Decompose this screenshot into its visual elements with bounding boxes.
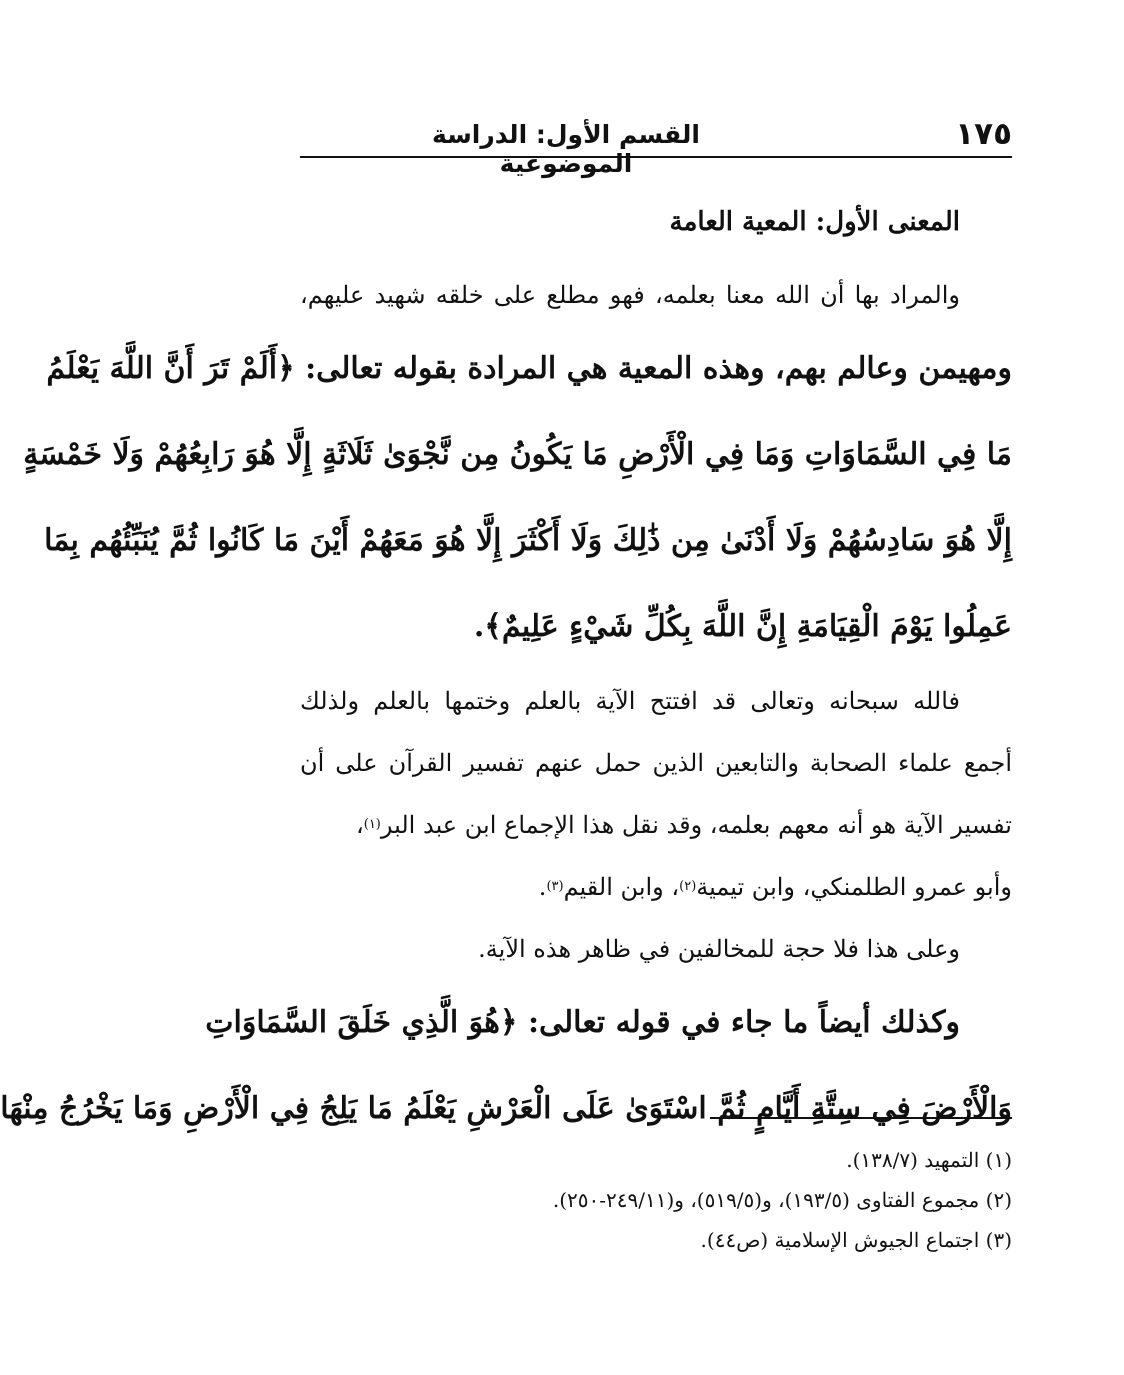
paragraph-line: فالله سبحانه وتعالى قد افتتح الآية بالعلم وختمها بالعلم ولذلك [300,687,960,715]
body-text [0,200,1012,1152]
paragraph-line: ومهيمن وعالم بهم، وهذه المعية هي المرادة بقوله تعالى: ﴿أَلَمْ تَرَ أَنَّ اللَّهَ يَعْلَمُ [46,351,1012,386]
quran-verse-line: مَا فِي السَّمَاوَاتِ وَمَا فِي الْأَرْضِ مَا يَكُونُ مِن نَّجْوَىٰ ثَلَاثَةٍ إِلَّا هُوَ رَابِعُهُمْ وَلَا خَمْسَةٍ [23,437,1012,472]
footnotes [300,1140,1012,1260]
footnote-3: (٣) اجتماع الجيوش الإسلامية (ص٤٤). [700,1228,1012,1252]
footnote-2: (٢) مجموع الفتاوى (١٩٣/٥)، و(٥١٩/٥)، و(٢٤٩/١١-٢٥٠). [552,1188,1012,1212]
footnote-ref-1[interactable]: (١) [363,817,381,832]
footnote-divider [710,1117,1012,1119]
paragraph-line: وكذلك أيضاً ما جاء في قوله تعالى: ﴿هُوَ الَّذِي خَلَقَ السَّمَاوَاتِ [205,1005,960,1040]
quran-verse-line: وَالْأَرْضَ فِي سِتَّةِ أَيَّامٍ ثُمَّ اسْتَوَىٰ عَلَى الْعَرْشِ يَعْلَمُ مَا يَلِجُ فِي الْأَرْضِ وَمَا يَخْرُجُ مِنْهَا [0,1091,1012,1126]
footnote-ref-3[interactable]: (٣) [546,879,564,894]
paragraph-line: والمراد بها أن الله معنا بعلمه، فهو مطلع على خلقه شهيد عليهم، [300,281,960,309]
footnote-ref-2[interactable]: (٢) [679,879,697,894]
paragraph-line: أجمع علماء الصحابة والتابعين الذين حمل عنهم تفسير القرآن على أن [300,749,1012,777]
paragraph-line: وأبو عمرو الطلمنكي، وابن تيمية (٢) ، وابن القيم (٣) . [538,873,1012,901]
section-heading: المعنى الأول: المعية العامة [669,207,960,237]
running-title: القسم الأول: الدراسة الموضوعية [432,120,700,178]
paragraph-line: تفسير الآية هو أنه معهم بعلمه، وقد نقل هذا الإجماع ابن عبد البر (١) ، [355,811,1012,839]
quran-verse-line: إِلَّا هُوَ سَادِسُهُمْ وَلَا أَدْنَىٰ مِن ذَٰلِكَ وَلَا أَكْثَرَ إِلَّا هُوَ مَعَهُمْ أَيْنَ مَا كَانُوا ثُمَّ يُنَبِّئُهُم بِمَا [44,523,1012,558]
paragraph-line: وعلى هذا فلا حجة للمخالفين في ظاهر هذه الآية. [478,935,960,963]
footnote-1: (١) التمهيد (١٣٨/٧). [846,1148,1012,1172]
page-number: ١٧٥ [955,116,1012,152]
page-header [300,108,1012,178]
quran-verse-line: عَمِلُوا يَوْمَ الْقِيَامَةِ إِنَّ اللَّهَ بِكُلِّ شَيْءٍ عَلِيمٌ﴾. [473,609,1012,644]
